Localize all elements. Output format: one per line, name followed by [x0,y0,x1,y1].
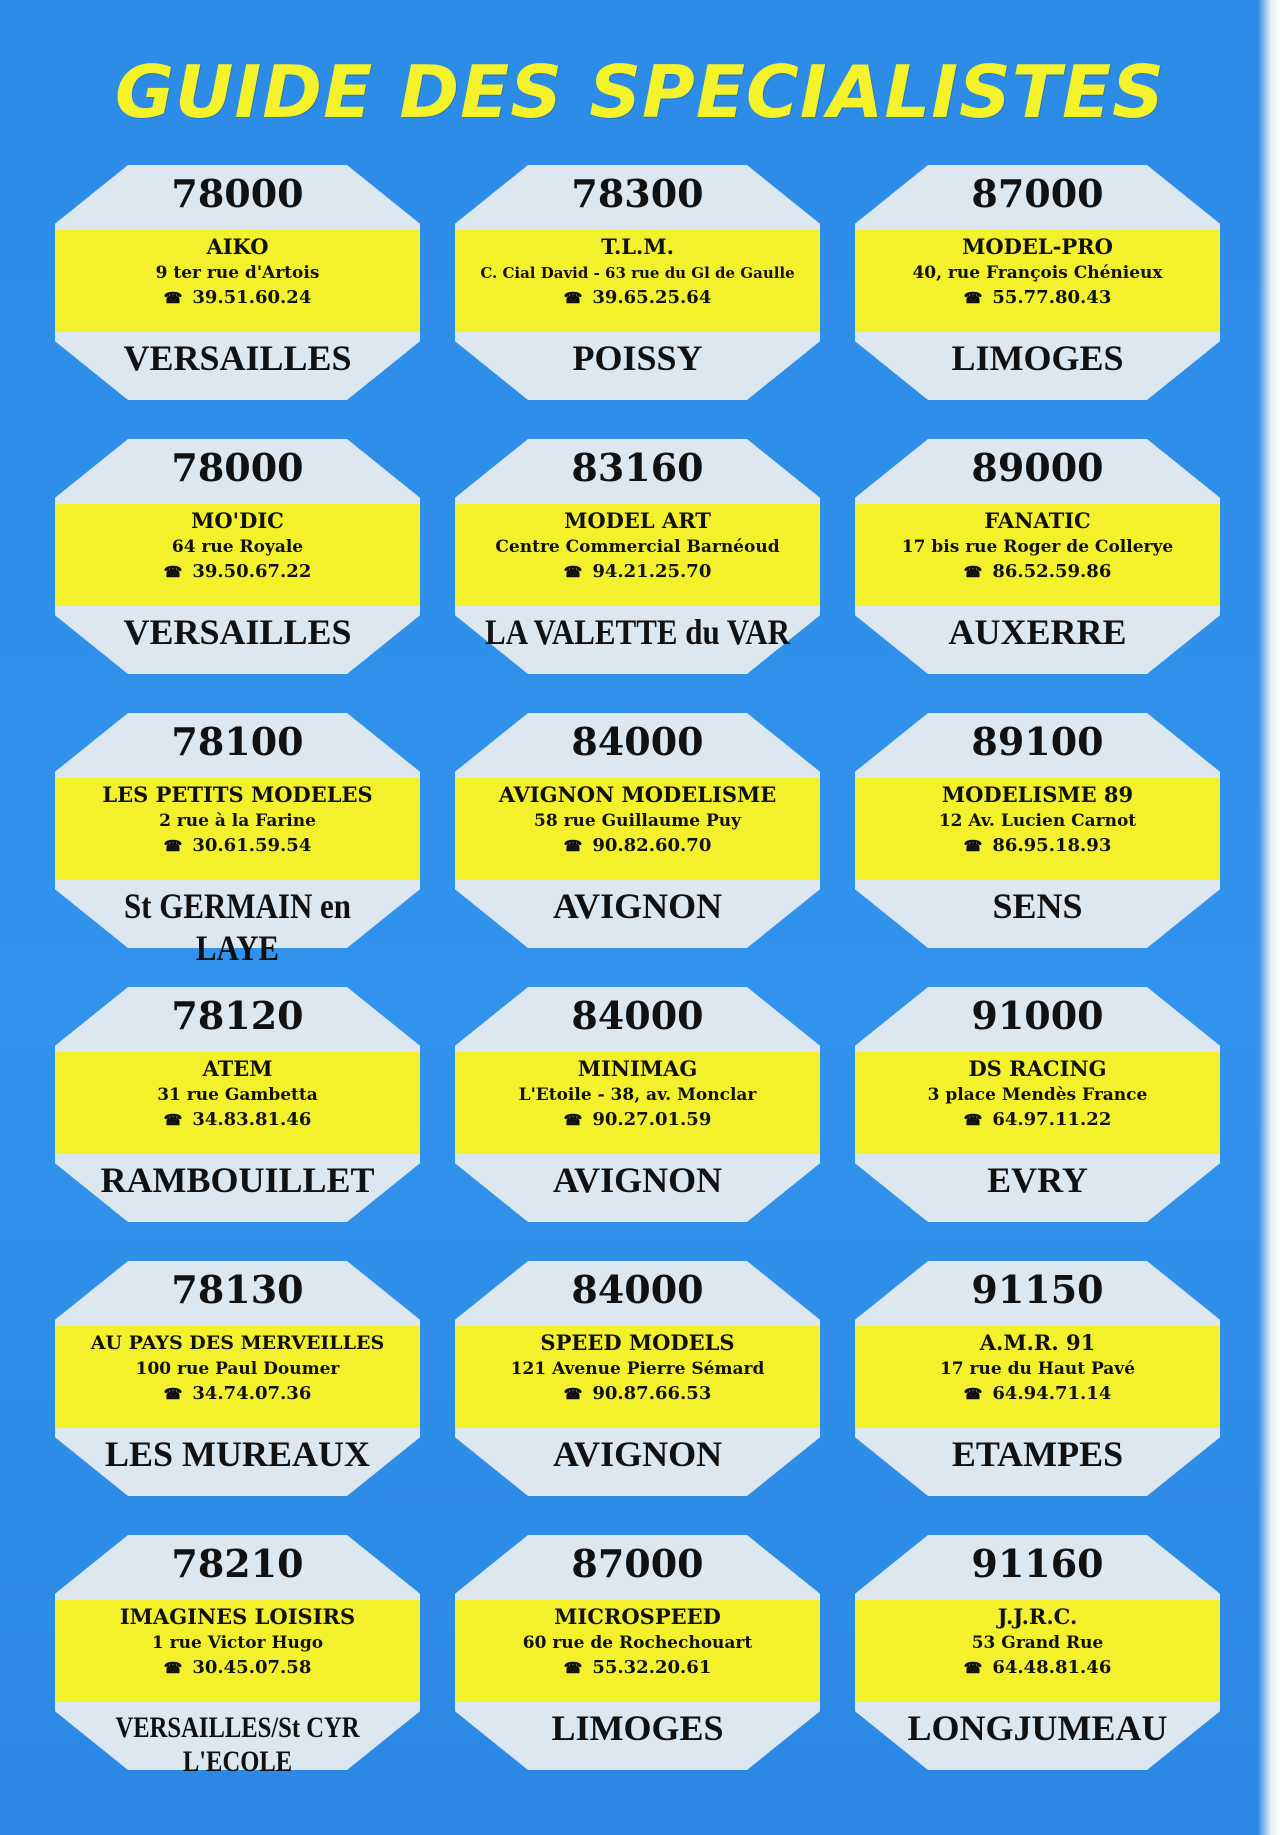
shop-name: IMAGINES LOISIRS [119,1604,356,1629]
postcode: 78300 [571,171,704,216]
shop-name: ATEM [202,1056,273,1081]
telephone-icon: ☎ [563,289,583,307]
city-name: LIMOGES [951,338,1124,378]
phone-number: 39.51.60.24 [192,287,312,308]
shop-address: 12 Av. Lucien Carnot [938,811,1137,831]
shop-address: 40, rue François Chénieux [912,263,1163,283]
shop-phone [455,559,820,585]
telephone-icon: ☎ [563,837,583,855]
shop-phone [855,1381,1220,1407]
shop-details [855,233,1220,311]
shop-phone [855,833,1220,859]
city-name: St GERMAIN en LAYE [123,886,352,968]
shop-details [55,507,420,585]
shop-address: 58 rue Guillaume Puy [534,811,741,831]
phone-number: 34.74.07.36 [192,1383,312,1404]
page-edge [1258,0,1280,1835]
postcode: 78130 [171,1267,304,1312]
shop-name: MO'DIC [191,508,284,533]
telephone-icon: ☎ [963,1659,983,1677]
postcode: 78100 [171,719,304,764]
telephone-icon: ☎ [563,1385,583,1403]
shop-phone [55,1655,420,1681]
shop-phone [455,285,820,311]
specialist-card-7 [455,713,820,948]
shop-details [855,1329,1220,1407]
city-name: AVIGNON [552,1160,723,1200]
specialist-card-10 [455,987,820,1222]
shop-address: 2 rue à la Farine [159,811,316,831]
shop-name: SPEED MODELS [540,1330,735,1355]
shop-details [455,1055,820,1133]
telephone-icon: ☎ [163,1659,183,1677]
shop-name: MODEL-PRO [962,234,1113,259]
telephone-icon: ☎ [963,837,983,855]
phone-number: 90.27.01.59 [592,1109,712,1130]
telephone-icon: ☎ [163,1111,183,1129]
city-name: EVRY [987,1160,1088,1200]
phone-number: 64.94.71.14 [992,1383,1112,1404]
shop-name: DS RACING [968,1056,1107,1081]
postcode: 91150 [971,1267,1104,1312]
phone-number: 55.32.20.61 [592,1657,712,1678]
shop-phone [855,1107,1220,1133]
shop-name: MODELISME 89 [941,782,1134,807]
telephone-icon: ☎ [963,1111,983,1129]
shop-details [455,781,820,859]
shop-name: A.M.R. 91 [979,1330,1096,1355]
phone-number: 64.48.81.46 [992,1657,1112,1678]
postcode: 78000 [171,171,304,216]
telephone-icon: ☎ [963,1385,983,1403]
specialist-card-9 [55,987,420,1222]
shop-phone [455,833,820,859]
shop-name: MICROSPEED [554,1604,721,1629]
specialist-card-13 [455,1261,820,1496]
telephone-icon: ☎ [963,563,983,581]
shop-name: MINIMAG [577,1056,698,1081]
postcode: 83160 [571,445,704,490]
shop-name: J.J.R.C. [997,1604,1078,1629]
shop-details [55,1329,420,1407]
shop-address: 60 rue de Rochechouart [522,1633,753,1653]
shop-phone [55,833,420,859]
phone-number: 39.65.25.64 [592,287,712,308]
specialist-card-0 [55,165,420,400]
phone-number: 30.45.07.58 [192,1657,312,1678]
specialist-card-8 [855,713,1220,948]
city-name: ETAMPES [951,1434,1124,1474]
shop-name: MODEL ART [564,508,711,533]
telephone-icon: ☎ [563,1659,583,1677]
telephone-icon: ☎ [563,563,583,581]
shop-phone [55,1381,420,1407]
shop-phone [455,1107,820,1133]
city-name: RAMBOUILLET [100,1160,375,1200]
shop-details [855,781,1220,859]
city-name: VERSAILLES [123,338,352,378]
city-name: VERSAILLES/St CYR L'ECOLE [115,1711,360,1778]
shop-address: 1 rue Victor Hugo [151,1633,324,1653]
shop-phone [455,1381,820,1407]
shop-details [455,1329,820,1407]
shop-details [55,1603,420,1681]
city-name: VERSAILLES [123,612,352,652]
shop-address: 17 bis rue Roger de Collerye [901,537,1174,557]
shop-address: 100 rue Paul Doumer [135,1359,340,1379]
shop-details [55,1055,420,1133]
city-name: LIMOGES [551,1708,724,1748]
city-name: POISSY [572,338,703,378]
specialist-card-17 [855,1535,1220,1770]
shop-phone [55,285,420,311]
city-name: SENS [992,886,1083,926]
city-name: LONGJUMEAU [907,1708,1168,1748]
page-title: GUIDE DES SPECIALISTES [114,50,1166,134]
city-name: AUXERRE [948,612,1127,652]
shop-name: T.L.M. [601,234,674,259]
phone-number: 90.87.66.53 [592,1383,712,1404]
shop-details [455,1603,820,1681]
shop-address: 3 place Mendès France [927,1085,1148,1105]
phone-number: 86.95.18.93 [992,835,1112,856]
telephone-icon: ☎ [963,289,983,307]
shop-name: FANATIC [984,508,1091,533]
telephone-icon: ☎ [163,563,183,581]
specialist-card-2 [855,165,1220,400]
postcode: 84000 [571,719,704,764]
postcode: 87000 [971,171,1104,216]
specialist-card-16 [455,1535,820,1770]
postcode: 78210 [171,1541,304,1586]
shop-details [855,1603,1220,1681]
shop-phone [855,559,1220,585]
postcode: 89000 [971,445,1104,490]
phone-number: 55.77.80.43 [992,287,1112,308]
phone-number: 90.82.60.70 [592,835,712,856]
shop-details [55,781,420,859]
phone-number: 39.50.67.22 [192,561,312,582]
city-name: LES MUREAUX [104,1434,371,1474]
specialist-grid [55,165,1215,1778]
telephone-icon: ☎ [563,1111,583,1129]
postcode: 84000 [571,993,704,1038]
shop-address: 17 rue du Haut Pavé [939,1359,1136,1379]
shop-address: 121 Avenue Pierre Sémard [510,1359,765,1379]
shop-address: Centre Commercial Barnéoud [495,537,780,557]
telephone-icon: ☎ [163,837,183,855]
shop-phone [55,1107,420,1133]
specialist-card-15 [55,1535,420,1778]
postcode: 87000 [571,1541,704,1586]
phone-number: 94.21.25.70 [592,561,712,582]
shop-address: L'Etoile - 38, av. Monclar [518,1085,757,1105]
shop-details [855,507,1220,585]
postcode: 78120 [171,993,304,1038]
shop-address: 31 rue Gambetta [157,1085,318,1105]
specialist-card-4 [455,439,820,674]
phone-number: 86.52.59.86 [992,561,1112,582]
city-name: AVIGNON [552,886,723,926]
shop-name: LES PETITS MODELES [102,782,373,807]
shop-phone [855,285,1220,311]
specialist-card-14 [855,1261,1220,1496]
shop-phone [455,1655,820,1681]
specialist-card-11 [855,987,1220,1222]
shop-address: 9 ter rue d'Artois [155,263,320,283]
postcode: 78000 [171,445,304,490]
phone-number: 30.61.59.54 [192,835,312,856]
specialist-card-12 [55,1261,420,1496]
postcode: 91000 [971,993,1104,1038]
shop-details [55,233,420,311]
postcode: 84000 [571,1267,704,1312]
shop-address: 64 rue Royale [171,537,304,557]
specialist-card-1 [455,165,820,400]
postcode: 91160 [971,1541,1104,1586]
shop-details [455,507,820,585]
city-name: LA VALETTE du VAR [485,612,790,652]
shop-address: C. Cial David - 63 rue du Gl de Gaulle [480,264,795,282]
specialist-card-3 [55,439,420,674]
shop-name: AIKO [206,234,269,259]
shop-name: AVIGNON MODELISME [498,782,777,807]
shop-details [855,1055,1220,1133]
phone-number: 64.97.11.22 [992,1109,1112,1130]
shop-address: 53 Grand Rue [971,1633,1104,1653]
specialist-card-6 [55,713,420,968]
shop-phone [855,1655,1220,1681]
postcode: 89100 [971,719,1104,764]
shop-details [455,233,820,311]
shop-name: AU PAYS DES MERVEILLES [90,1332,385,1354]
phone-number: 34.83.81.46 [192,1109,312,1130]
telephone-icon: ☎ [163,289,183,307]
specialist-card-5 [855,439,1220,674]
city-name: AVIGNON [552,1434,723,1474]
telephone-icon: ☎ [163,1385,183,1403]
shop-phone [55,559,420,585]
